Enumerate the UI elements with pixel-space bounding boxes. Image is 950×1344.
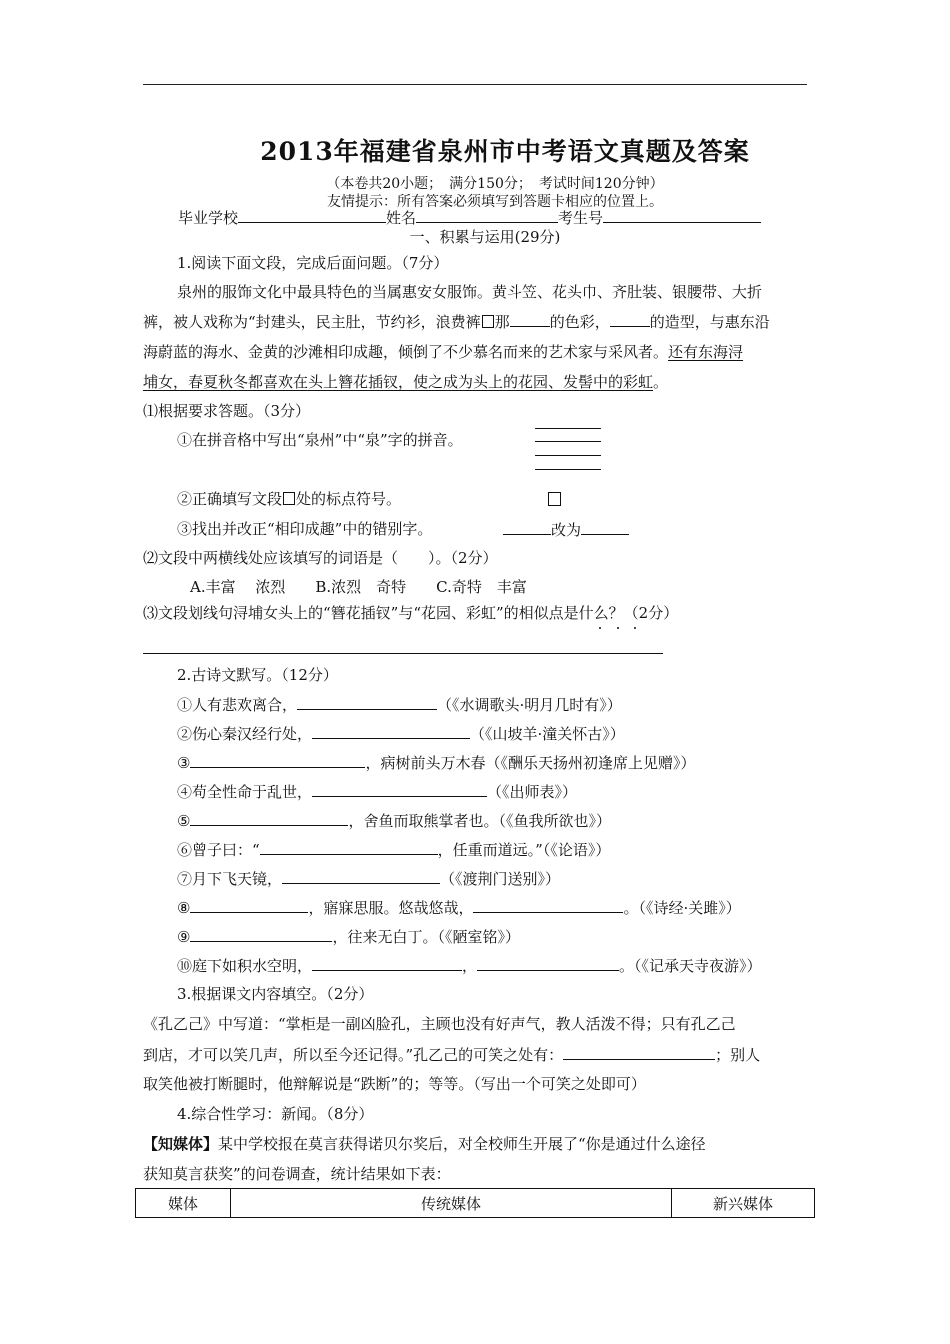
underlined-sentence: 还有东海浔 (668, 343, 744, 361)
punctuation-box (482, 315, 494, 328)
q3-line3: 取笑他被打断腿时，他辩解说是“跌断”的；等等。（写出一个可笑之处即可） (143, 1075, 646, 1093)
name-field[interactable] (416, 208, 558, 223)
poem-blank[interactable] (477, 956, 619, 971)
poem-blank[interactable] (190, 927, 332, 942)
reminder: 友情提示：所有答案必须填写到答题卡相应的位置上。 (327, 194, 663, 210)
header-rule (143, 84, 807, 85)
correct-char-field[interactable] (581, 520, 629, 535)
poem-blank[interactable] (312, 782, 487, 797)
poem-blank[interactable] (190, 811, 348, 826)
exam-no-label: 考生号 (558, 209, 604, 227)
emphasis-dot (599, 627, 601, 629)
poem-blank[interactable] (473, 898, 623, 913)
exam-no-field[interactable] (603, 208, 761, 223)
q1-sub1-c: ③找出并改正“相印成趣”中的错别字。 (177, 520, 433, 538)
q1-passage-line3: 海蔚蓝的海水、金黄的沙滩相印成趣，倾倒了不少慕名而来的艺术家与采风者。还有东海浔 (143, 343, 744, 361)
table-row (136, 1189, 815, 1218)
name-label: 姓名 (386, 209, 417, 227)
punctuation-box-ref (283, 492, 295, 505)
pinyin-line-3 (535, 455, 601, 456)
pinyin-line-1 (535, 428, 601, 429)
q1-sub1-a: ①在拼音格中写出“泉州”中“泉”字的拼音。 (177, 431, 463, 449)
pinyin-line-2 (535, 441, 601, 442)
wrong-char-field[interactable] (503, 520, 551, 535)
q4-line1: 【知媒体】某中学校报在莫言获得诺贝尔奖后，对全校师生开展了“你是通过什么途径 (143, 1135, 706, 1153)
q4-line2: 获知莫言获奖”的问卷调查，统计结果如下表： (143, 1165, 451, 1183)
q1-heading: 1.阅读下面文段，完成后面问题。（7分） (177, 254, 449, 272)
q2-item-5: ⑤ ，舍鱼而取熊掌者也。（《鱼我所欲也》） (177, 812, 611, 830)
table-cell: 媒体 (136, 1189, 231, 1218)
q2-item-8: ⑧ ，寤寐思服。悠哉悠哉， 。（《诗经·关雎》） (177, 899, 741, 917)
poem-blank[interactable] (282, 869, 440, 884)
q1-passage-line4: 埔女，春夏秋冬都喜欢在头上簪花插钗，使之成为头上的花园、发髻中的彩虹。 (143, 373, 669, 391)
q1-passage-line1: 泉州的服饰文化中最具特色的当属惠安女服饰。黄斗笠、花头巾、齐肚装、银腰带、大折 (177, 283, 763, 301)
media-survey-table (135, 1188, 815, 1218)
school-label: 毕业学校 (178, 209, 239, 227)
passage-blank-2[interactable] (610, 312, 650, 327)
q3-heading: 3.根据课文内容填空。（2分） (177, 985, 374, 1003)
q1-sub2: ⑵文段中两横线处应该填写的词语是（ ）。（2分） (143, 549, 498, 567)
q2-item-3: ③ ，病树前头万木春（《酬乐天扬州初逢席上见赠》） (177, 754, 696, 772)
q1-sub1: ⑴根据要求答题。（3分） (143, 402, 311, 420)
poem-blank[interactable] (312, 956, 462, 971)
table-cell: 传统媒体 (231, 1189, 672, 1218)
q2-item-1: ①人有悲欢离合， （《水调歌头·明月几时有》） (177, 696, 622, 714)
q2-heading: 2.古诗文默写。（12分） (177, 666, 338, 684)
underlined-sentence-cont: 埔女，春夏秋冬都喜欢在头上簪花插钗，使之成为头上的花园、发髻中的彩虹 (143, 373, 654, 391)
poem-blank[interactable] (190, 753, 365, 768)
table-cell: 新兴媒体 (672, 1189, 815, 1218)
poem-blank[interactable] (190, 898, 308, 913)
poem-blank[interactable] (260, 840, 438, 855)
q2-item-7: ⑦月下飞天镜， （《渡荆门送别》） (177, 870, 561, 888)
q3-line1: 《孔乙己》中写道：“掌柜是一副凶脸孔，主顾也没有好声气，教人活泼不得；只有孔乙己 (143, 1015, 736, 1033)
passage-blank-1[interactable] (510, 312, 550, 327)
q1-sub3: ⑶文段划线句浔埔女头上的“簪花插钗”与“花园、彩虹”的相似点是什么？（2分） (143, 604, 679, 622)
q2-item-9: ⑨ ，往来无白丁。（《陋室铭》） (177, 928, 520, 946)
exam-info: （本卷共20小题； 满分150分； 考试时间120分钟） (326, 176, 664, 192)
student-info-line (178, 208, 761, 228)
q1-passage-line2: 裤，被人戏称为“封建头，民主肚，节约衫，浪费裤 那 的色彩， 的造型，与惠东沿 (143, 313, 770, 331)
q4-heading: 4.综合性学习：新闻。（8分） (177, 1105, 374, 1123)
q3-answer-field[interactable] (563, 1045, 715, 1060)
q2-item-6: ⑥曾子曰：“ ，任重而道远。”（《论语》） (177, 841, 611, 859)
emphasis-dot (634, 627, 636, 629)
q2-item-4: ④苟全性命于乱世， （《出师表》） (177, 783, 578, 801)
zhi-meiti-tag: 【知媒体】 (143, 1135, 219, 1153)
q1-sub3-answer-line[interactable] (143, 653, 663, 654)
section-heading: 一、积累与运用(29分) (409, 228, 561, 246)
q2-item-2: ②伤心秦汉经行处， （《山坡羊·潼关怀古》） (177, 725, 625, 743)
emphasis-dot (617, 627, 619, 629)
q1-sub1-c-answer: 改为 (503, 520, 629, 540)
poem-blank[interactable] (297, 695, 437, 710)
answer-box[interactable] (548, 492, 561, 506)
q2-item-10: ⑩庭下如积水空明， ， 。（《记承天寺夜游》） (177, 957, 762, 975)
page-title: 2013年福建省泉州市中考语文真题及答案 (260, 137, 750, 166)
poem-blank[interactable] (312, 724, 470, 739)
q1-sub1-b: ②正确填写文段 处的标点符号。 (177, 490, 402, 508)
school-field[interactable] (238, 208, 386, 223)
q1-sub2-options: A.丰富 浓烈 B.浓烈 奇特 C.奇特 丰富 (190, 578, 527, 596)
pinyin-line-4 (535, 469, 601, 470)
q3-line2: 到店，才可以笑几声，所以至今还记得。”孔乙己的可笑之处有： ；别人 (143, 1046, 761, 1064)
